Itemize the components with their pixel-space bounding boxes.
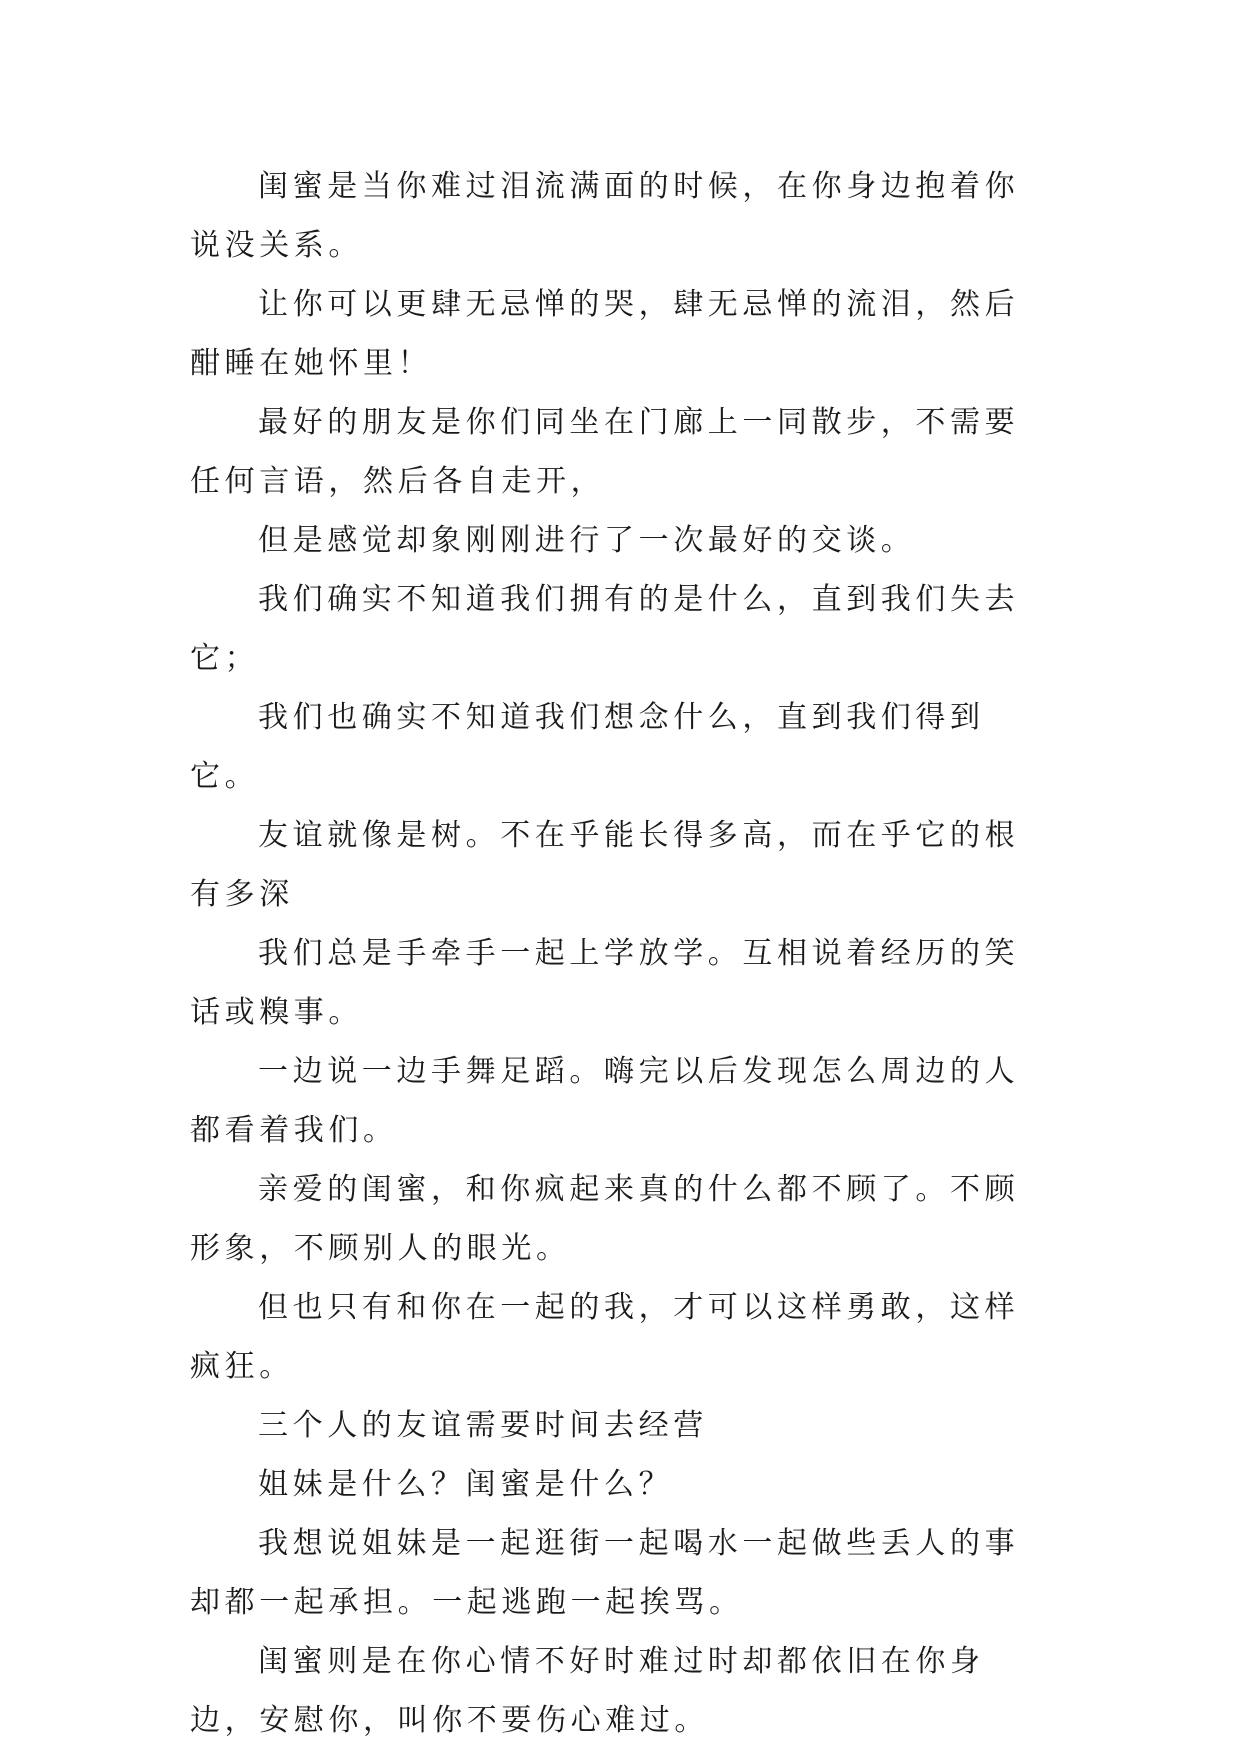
paragraph: 但也只有和你在一起的我，才可以这样勇敢，这样疯狂。 bbox=[190, 1290, 1020, 1384]
paragraph: 我们也确实不知道我们想念什么，直到我们得到它。 bbox=[190, 700, 985, 794]
paragraph: 友谊就像是树。不在乎能长得多高，而在乎它的根有多深 bbox=[190, 818, 1020, 912]
paragraph: 我们总是手牵手一起上学放学。互相说着经历的笑话或糗事。 bbox=[190, 936, 1020, 1030]
paragraph: 我们确实不知道我们拥有的是什么，直到我们失去它； bbox=[190, 582, 1020, 676]
paragraph: 姐妹是什么？闺蜜是什么？ bbox=[258, 1467, 674, 1502]
paragraph: 亲爱的闺蜜，和你疯起来真的什么都不顾了。不顾形象，不顾别人的眼光。 bbox=[190, 1172, 1020, 1266]
paragraph: 三个人的友谊需要时间去经营 bbox=[258, 1408, 708, 1443]
paragraph: 一边说一边手舞足蹈。嗨完以后发现怎么周边的人都看着我们。 bbox=[190, 1054, 1020, 1148]
paragraph: 我想说姐妹是一起逛街一起喝水一起做些丢人的事却都一起承担。一起逃跑一起挨骂。 bbox=[190, 1526, 1020, 1620]
paragraph: 闺蜜则是在你心情不好时难过时却都依旧在你身边，安慰你，叫你不要伤心难过。 bbox=[190, 1644, 985, 1738]
paragraph: 让你可以更肆无忌惮的哭，肆无忌惮的流泪，然后酣睡在她怀里！ bbox=[190, 287, 1020, 381]
paragraph: 最好的朋友是你们同坐在门廊上一同散步，不需要任何言语，然后各自走开， bbox=[190, 405, 1020, 499]
paragraph: 但是感觉却象刚刚进行了一次最好的交谈。 bbox=[258, 523, 916, 558]
document-body bbox=[190, 157, 1052, 1750]
paragraph: 闺蜜是当你难过泪流满面的时候，在你身边抱着你说没关系。 bbox=[190, 169, 1020, 263]
